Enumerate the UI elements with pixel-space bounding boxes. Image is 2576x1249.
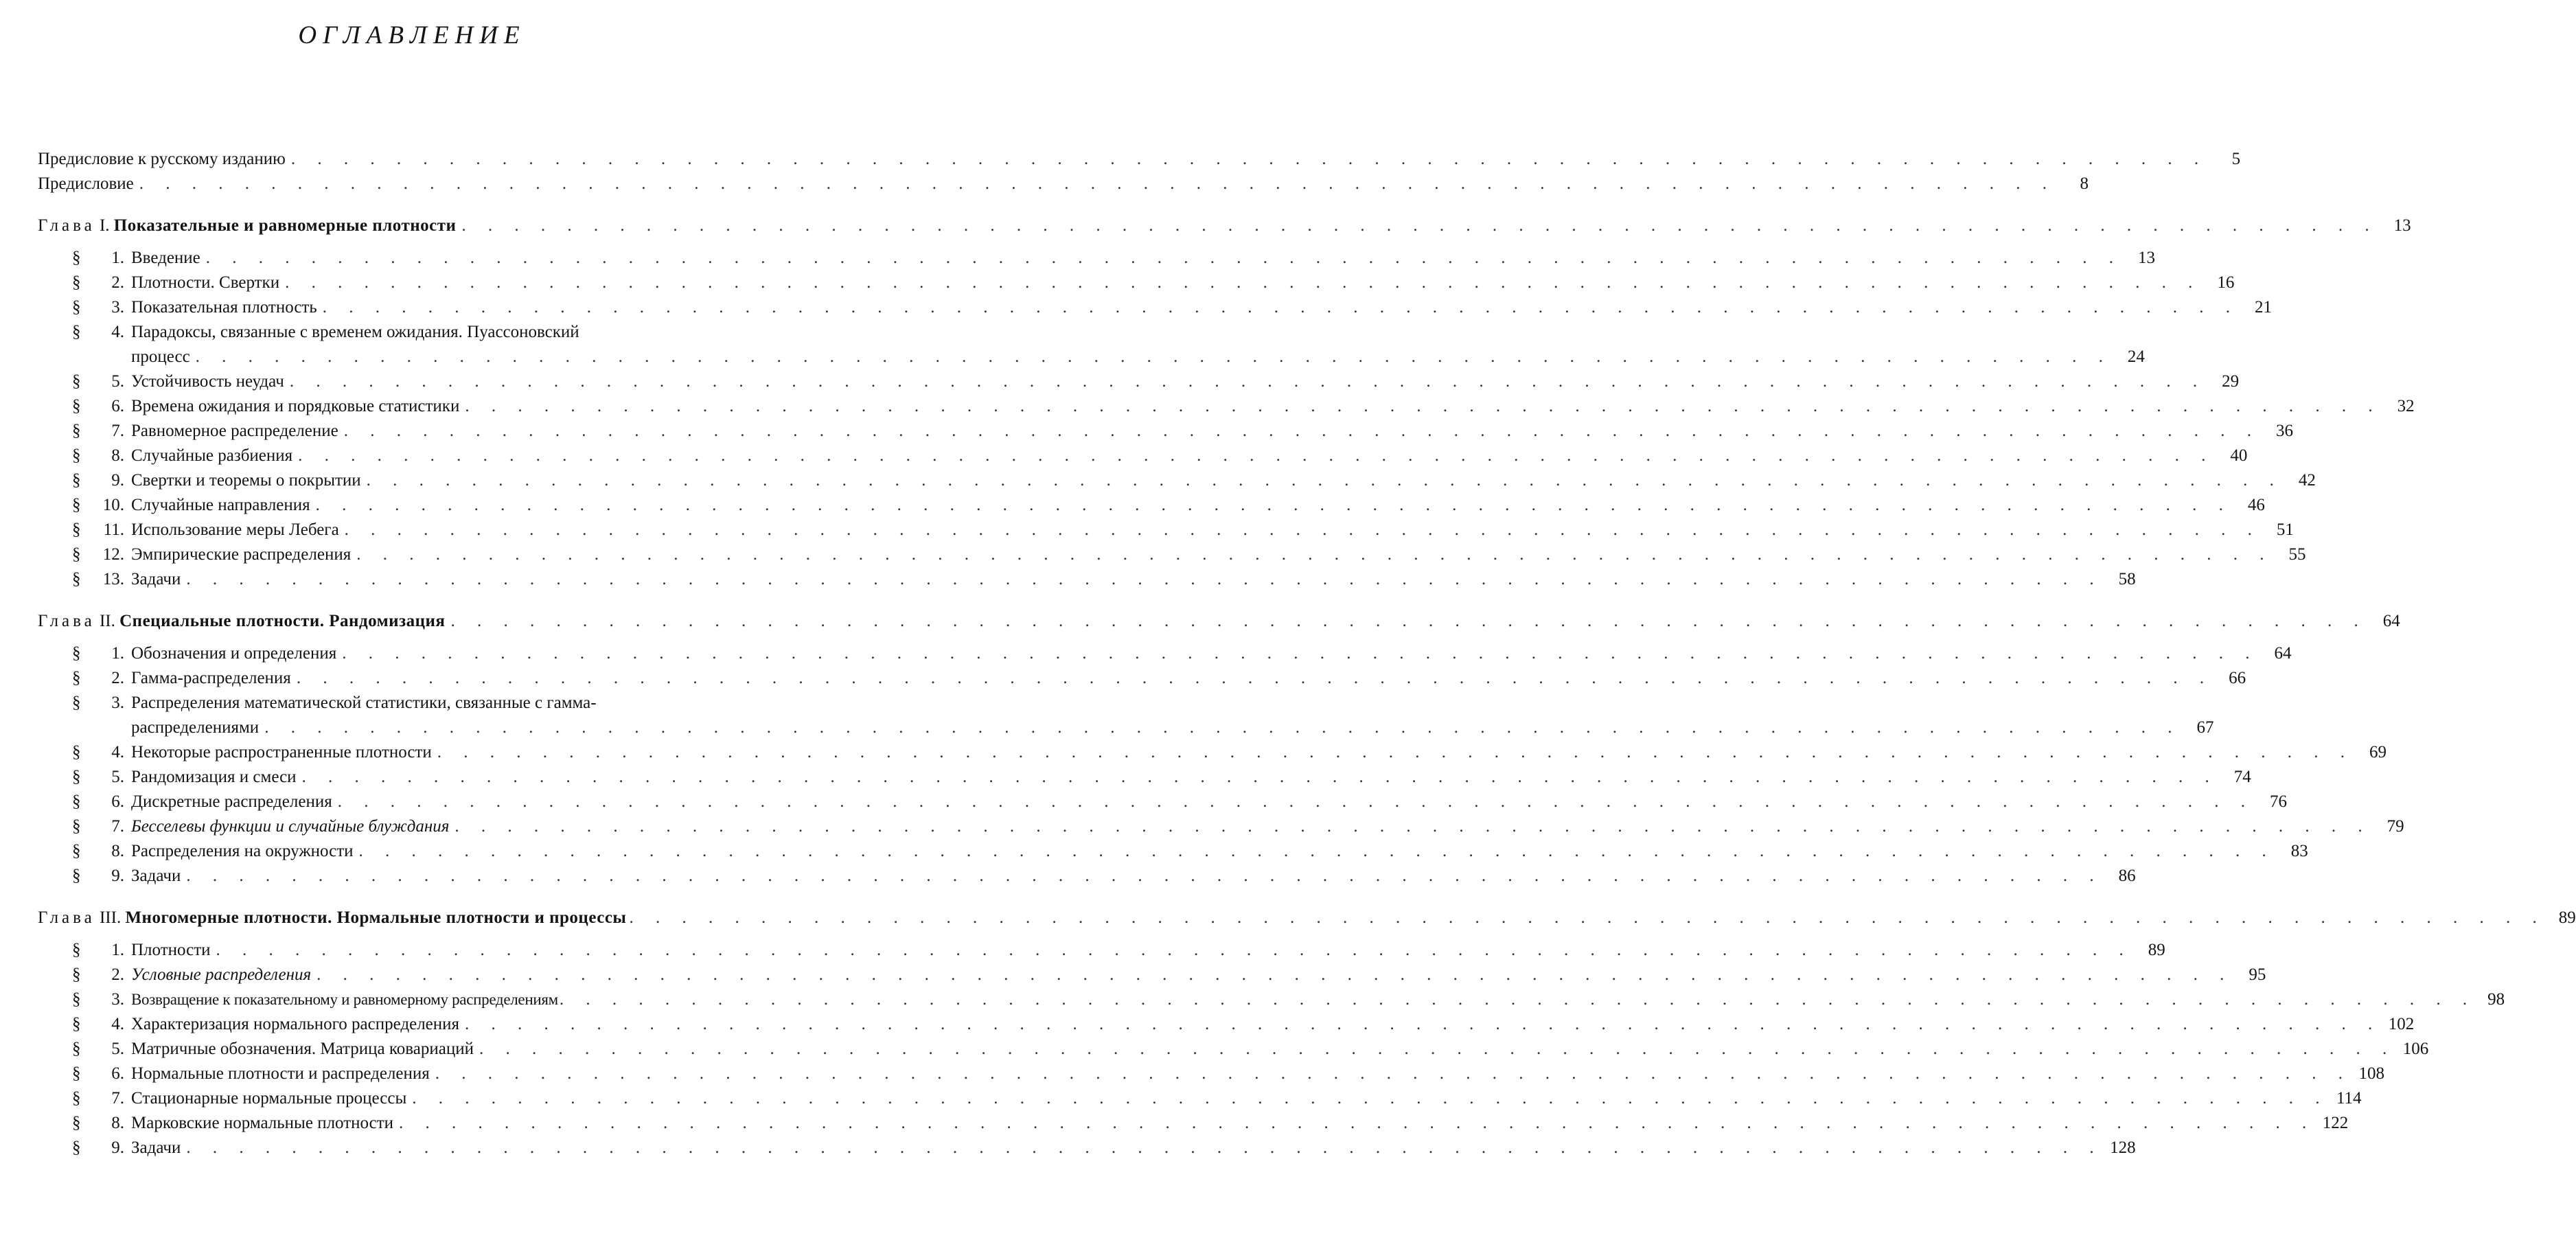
toc-chapter-2[interactable] (38, 608, 2400, 634)
section-sign: § (72, 842, 81, 860)
toc-section-continuation[interactable] (38, 345, 2145, 369)
toc-chapter-1[interactable] (38, 213, 2411, 239)
section-number: 4. (111, 1015, 124, 1033)
section-page: 98 (2487, 990, 2505, 1009)
section-sign: § (72, 1138, 81, 1157)
leader-dots (311, 963, 2238, 987)
leader-dots (332, 790, 2259, 814)
leader-dots (406, 1086, 2334, 1111)
section-title: Нормальные плотности и распределения (131, 1064, 430, 1083)
chapter-title: Показательные и равномерные плотности (113, 216, 457, 235)
section-number: 3. (111, 990, 124, 1009)
section-sign: § (72, 644, 81, 663)
toc-chapter-3[interactable] (38, 905, 2576, 931)
chapter-label: Глава (38, 908, 95, 927)
section-page: 76 (2269, 792, 2287, 811)
section-sign: § (72, 792, 81, 811)
toc-section[interactable] (38, 814, 2404, 839)
section-page: 83 (2290, 842, 2308, 860)
section-sign: § (72, 446, 81, 465)
leader-dots (430, 1062, 2357, 1086)
toc-section[interactable] (38, 1037, 2429, 1062)
leader-dots (292, 444, 2220, 468)
section-number: 8. (111, 446, 124, 465)
toc-section[interactable] (38, 419, 2293, 444)
leader-dots (181, 1136, 2108, 1160)
section-title: Использование меры Лебега (131, 520, 339, 539)
section-number: 12. (102, 545, 124, 564)
section-title: Бесселевы функции и случайные блуждания (131, 817, 450, 836)
section-sign: § (72, 694, 81, 712)
section-page: 128 (2110, 1138, 2136, 1157)
section-page: 95 (2249, 965, 2266, 984)
chapter-numeral: III. (99, 908, 122, 927)
toc-section[interactable] (38, 518, 2294, 542)
section-page: 66 (2229, 669, 2246, 687)
page-title: ОГЛАВЛЕНИЕ (298, 21, 526, 49)
chapter-page: 89 (2558, 908, 2576, 927)
section-number: 8. (111, 842, 124, 860)
toc-section[interactable] (38, 567, 2136, 592)
section-page: 32 (2397, 397, 2415, 415)
section-sign: § (72, 817, 81, 836)
leader-dots (181, 864, 2108, 889)
section-title: Случайные разбиения (131, 446, 293, 465)
section-title: Обозначения и определения (131, 644, 337, 663)
section-number: 2. (111, 669, 124, 687)
section-number: 3. (111, 694, 124, 712)
section-title-continued: распределениями (131, 718, 260, 737)
toc-section[interactable] (38, 765, 2251, 790)
leader-dots (284, 369, 2211, 394)
section-title: Условные распределения (131, 965, 312, 984)
toc-section[interactable] (38, 740, 2387, 765)
chapter-prefix (38, 608, 119, 634)
section-title: Матричные обозначения. Матрица ковариаций (131, 1040, 474, 1058)
toc-section[interactable] (38, 295, 2272, 320)
chapter-numeral: I. (99, 216, 110, 235)
section-page: 42 (2298, 471, 2316, 490)
toc-section[interactable] (38, 468, 2316, 493)
toc-section[interactable] (38, 1111, 2349, 1136)
section-number: 6. (111, 1064, 124, 1083)
section-title: Задачи (131, 570, 181, 588)
section-page: 102 (2388, 1015, 2415, 1033)
section-number: 6. (111, 792, 124, 811)
section-page: 55 (2288, 545, 2306, 564)
leader-dots (445, 608, 2372, 634)
section-sign: § (72, 273, 81, 292)
section-title: Времена ожидания и порядковые статистики (131, 397, 460, 415)
leader-dots (361, 468, 2288, 493)
section-number: 9. (111, 1138, 124, 1157)
leader-dots (393, 1111, 2321, 1136)
chapter-title: Многомерные плотности. Нормальные плотности и процессы (125, 908, 627, 927)
leader-dots (351, 542, 2278, 567)
toc-section[interactable] (38, 246, 2156, 271)
section-page: 108 (2358, 1064, 2385, 1083)
section-title: Свертки и теоремы о покрытии (131, 471, 361, 490)
section-number: 2. (111, 273, 124, 292)
section-page: 89 (2148, 941, 2165, 959)
section-page: 79 (2387, 817, 2404, 836)
chapter-label: Глава (38, 216, 95, 235)
section-sign: § (72, 768, 81, 786)
section-title: Равномерное распределение (131, 422, 338, 440)
section-title: Возвращение к показательному и равномерному распределениям (131, 991, 558, 1008)
leader-dots (134, 172, 2061, 196)
toc-section[interactable] (38, 839, 2308, 864)
leader-dots (279, 271, 2207, 295)
chapter-page: 64 (2382, 612, 2400, 630)
section-page: 114 (2336, 1089, 2362, 1108)
toc-section[interactable] (38, 691, 807, 715)
section-number: 4. (111, 743, 124, 761)
section-number: 5. (111, 768, 124, 786)
section-title-continued: процесс (131, 347, 190, 366)
toc-section[interactable] (38, 963, 2266, 987)
chapter-title: Специальные плотности. Рандомизация (119, 612, 446, 630)
chapter-prefix (38, 213, 114, 239)
section-page: 69 (2369, 743, 2387, 761)
toc-section[interactable] (38, 369, 2240, 394)
section-number: 3. (111, 298, 124, 317)
toc-section[interactable] (38, 1012, 2415, 1037)
leader-dots (200, 246, 2128, 271)
section-page: 36 (2275, 422, 2293, 440)
toc-entry-preface[interactable] (38, 172, 2089, 196)
chapter-page: 13 (2393, 216, 2411, 235)
leader-dots (449, 814, 2376, 839)
section-number: 11. (103, 520, 124, 539)
section-title: Дискретные распределения (131, 792, 332, 811)
section-title: Введение (131, 249, 200, 267)
section-number: 2. (111, 965, 124, 984)
section-page: 74 (2233, 768, 2251, 786)
entry-title: Предисловие (38, 174, 134, 193)
section-sign: § (72, 471, 81, 490)
toc-section[interactable] (38, 864, 2136, 889)
section-number: 13. (102, 570, 124, 588)
section-page: 67 (2196, 718, 2214, 737)
toc-section[interactable] (38, 938, 2165, 963)
leader-dots (626, 905, 2548, 931)
section-page: 106 (2402, 1040, 2429, 1058)
section-number: 7. (111, 817, 124, 836)
section-title: Стационарные нормальные процессы (131, 1089, 407, 1108)
section-sign: § (72, 669, 81, 687)
toc-section[interactable] (38, 641, 2292, 666)
section-sign: § (72, 990, 81, 1009)
section-number: 9. (111, 471, 124, 490)
toc-section[interactable] (38, 542, 2306, 567)
section-sign: § (72, 496, 81, 514)
leader-dots (354, 839, 2281, 864)
toc-entry-preface-russian[interactable] (38, 147, 2241, 172)
section-title: Устойчивость неудач (131, 372, 284, 391)
section-page: 86 (2118, 867, 2136, 885)
section-page: 21 (2255, 298, 2272, 317)
toc-section[interactable] (38, 444, 2248, 468)
section-title: Задачи (131, 867, 181, 885)
toc-section[interactable] (38, 1136, 2136, 1160)
section-page: 40 (2230, 446, 2248, 465)
leader-dots (338, 419, 2266, 444)
section-page: 122 (2322, 1114, 2349, 1132)
section-number: 1. (111, 644, 124, 663)
section-page: 46 (2247, 496, 2265, 514)
section-number: 10. (102, 496, 124, 514)
section-title: Случайные направления (131, 496, 310, 514)
leader-dots (317, 295, 2244, 320)
section-number: 1. (111, 249, 124, 267)
section-number: 5. (111, 372, 124, 391)
leader-dots (558, 987, 2477, 1012)
section-title: Гамма-распределения (131, 669, 291, 687)
chapter-prefix (38, 905, 125, 931)
chapter-label: Глава (38, 612, 95, 630)
leader-dots (339, 518, 2266, 542)
section-number: 4. (111, 323, 124, 341)
section-title: Характеризация нормального распределения (131, 1015, 460, 1033)
leader-dots (336, 641, 2264, 666)
section-title: Эмпирические распределения (131, 545, 352, 564)
leader-dots (286, 147, 2213, 172)
toc-section[interactable] (38, 987, 2505, 1012)
entry-page: 8 (2080, 174, 2089, 193)
leader-dots (190, 345, 2117, 369)
section-page: 51 (2276, 520, 2294, 539)
toc-section[interactable] (38, 493, 2265, 518)
section-sign: § (72, 249, 81, 267)
chapter-numeral: II. (99, 612, 115, 630)
section-page: 13 (2138, 249, 2156, 267)
section-number: 9. (111, 867, 124, 885)
section-sign: § (72, 397, 81, 415)
section-title: Распределения математической статистики, связанные с гамма- (131, 694, 597, 712)
section-title: Парадоксы, связанные с временем ожидания. Пуассоновский (131, 323, 579, 341)
leader-dots (456, 213, 2383, 239)
toc-section[interactable] (38, 666, 2246, 691)
section-sign: § (72, 545, 81, 564)
section-sign: § (72, 867, 81, 885)
section-sign: § (72, 422, 81, 440)
leader-dots (310, 493, 2238, 518)
section-sign: § (72, 570, 81, 588)
toc-section[interactable] (38, 1086, 2362, 1111)
leader-dots (181, 567, 2108, 592)
section-sign: § (72, 1015, 81, 1033)
toc-section-continuation[interactable] (38, 715, 2214, 740)
leader-dots (459, 1012, 2387, 1037)
section-sign: § (72, 965, 81, 984)
entry-page: 5 (2231, 150, 2241, 168)
leader-dots (259, 715, 2186, 740)
section-sign: § (72, 372, 81, 391)
section-sign: § (72, 323, 81, 341)
section-page: 64 (2274, 644, 2292, 663)
section-number: 7. (111, 422, 124, 440)
section-number: 7. (111, 1089, 124, 1108)
section-sign: § (72, 1040, 81, 1058)
section-title: Задачи (131, 1138, 181, 1157)
section-title: Плотности (131, 941, 211, 959)
section-title: Рандомизация и смеси (131, 768, 297, 786)
section-page: 58 (2118, 570, 2136, 588)
section-sign: § (72, 1114, 81, 1132)
leader-dots (459, 394, 2387, 419)
toc-section[interactable] (38, 271, 2235, 295)
section-title: Показательная плотность (131, 298, 317, 317)
leader-dots (432, 740, 2359, 765)
section-number: 8. (111, 1114, 124, 1132)
toc-section[interactable] (38, 394, 2415, 419)
toc-section[interactable] (38, 1062, 2385, 1086)
leader-dots (297, 765, 2224, 790)
leader-dots (474, 1037, 2401, 1062)
section-sign: § (72, 941, 81, 959)
toc-section[interactable] (38, 320, 807, 345)
section-title: Марковские нормальные плотности (131, 1114, 394, 1132)
section-page: 24 (2127, 347, 2145, 366)
table-of-contents (38, 147, 2576, 1160)
section-title: Некоторые распространенные плотности (131, 743, 432, 761)
section-sign: § (72, 520, 81, 539)
toc-section[interactable] (38, 790, 2287, 814)
section-page: 29 (2222, 372, 2240, 391)
section-sign: § (72, 1064, 81, 1083)
section-page: 16 (2217, 273, 2235, 292)
section-sign: § (72, 743, 81, 761)
section-title: Плотности. Свертки (131, 273, 280, 292)
section-number: 6. (111, 397, 124, 415)
section-title: Распределения на окружности (131, 842, 354, 860)
section-sign: § (72, 1089, 81, 1108)
leader-dots (211, 938, 2138, 963)
section-number: 1. (111, 941, 124, 959)
entry-title: Предисловие к русскому изданию (38, 150, 286, 168)
section-sign: § (72, 298, 81, 317)
section-number: 5. (111, 1040, 124, 1058)
leader-dots (291, 666, 2218, 691)
